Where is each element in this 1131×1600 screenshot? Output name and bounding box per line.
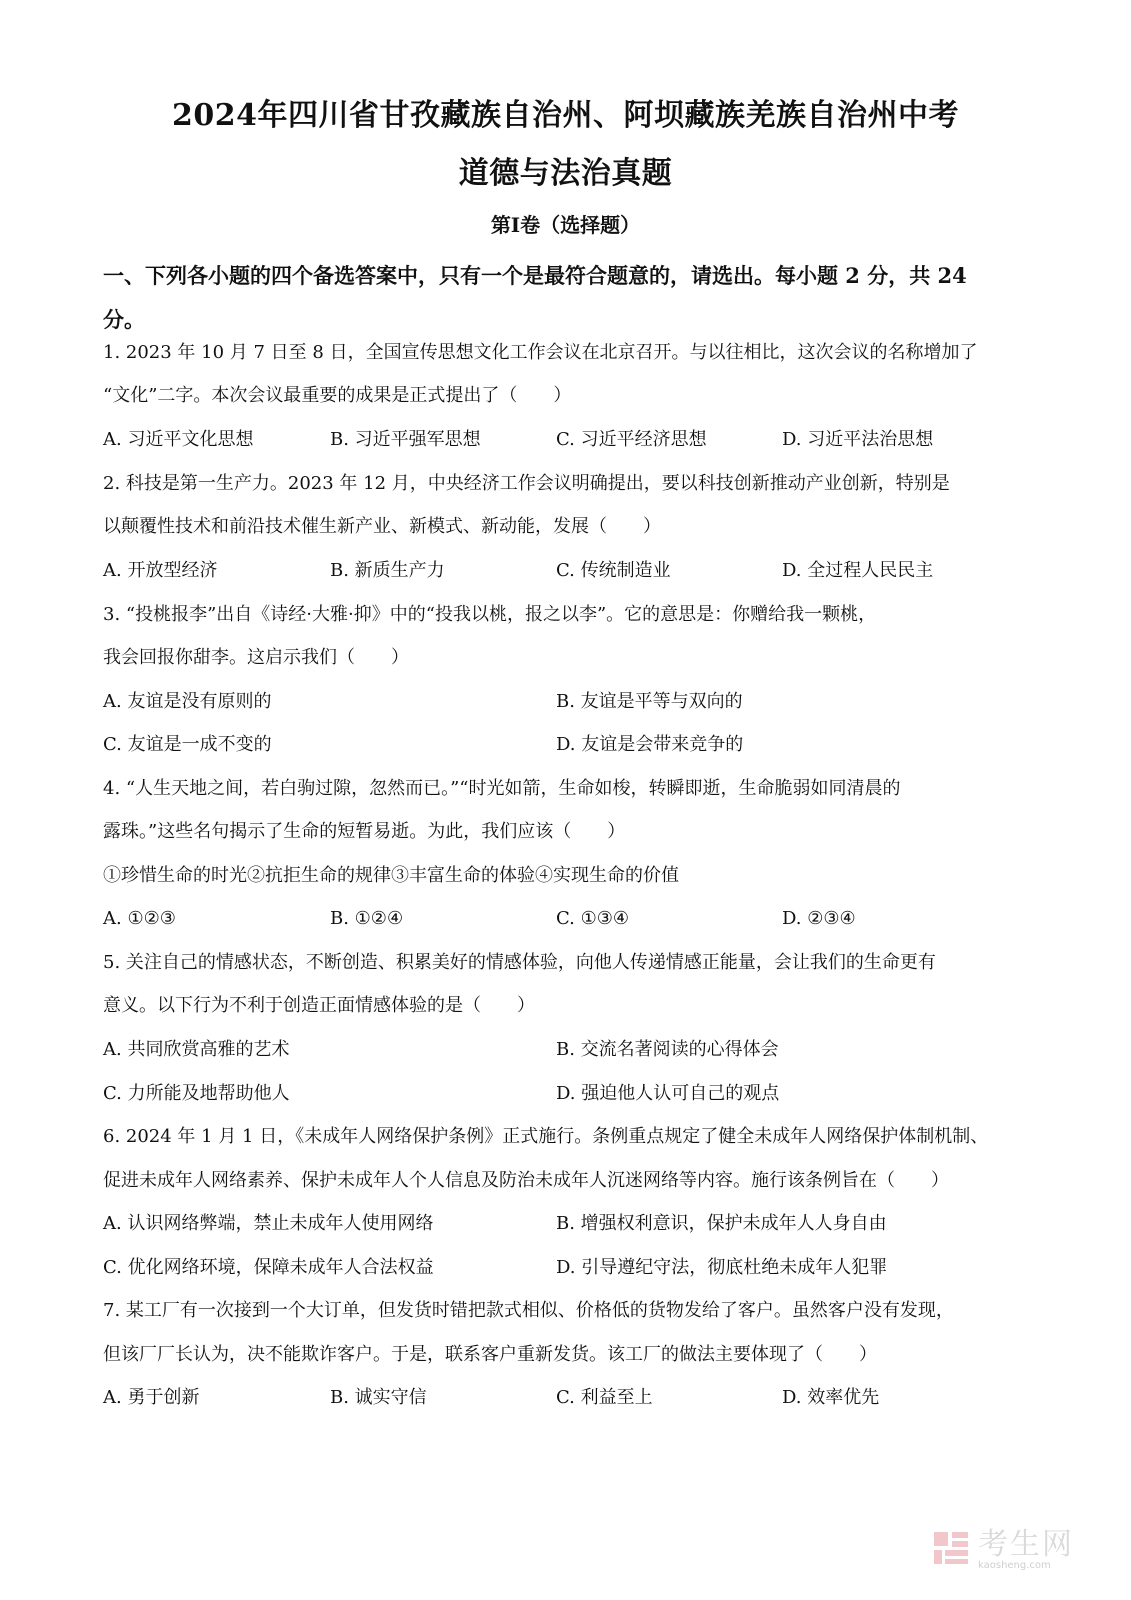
question-3-option-c: C. 友谊是一成不变的: [103, 734, 272, 755]
question-4-statements: ①珍惜生命的时光②抗拒生命的规律③丰富生命的体验④实现生命的价值: [103, 865, 679, 886]
watermark-text: 考生网: [978, 1527, 1074, 1562]
volume-heading: 第Ⅰ卷（选择题）: [490, 213, 641, 237]
question-5-option-a: A. 共同欣赏高雅的艺术: [103, 1039, 290, 1060]
question-3-stem-line2: 我会回报你甜李。这启示我们（ ）: [103, 647, 409, 668]
section-instructions-line1: 一、下列各小题的四个备选答案中，只有一个是最符合题意的，请选出。每小题 2 分，共 24: [103, 263, 967, 288]
question-6-stem-line2: 促进未成年人网络素养、保护未成年人个人信息及防治未成年人沉迷网络等内容。施行该条例旨在（ ）: [103, 1170, 949, 1191]
question-2-stem-line1: 2. 科技是第一生产力。2023 年 12 月，中央经济工作会议明确提出，要以科技创新推动产业创新，特别是: [103, 473, 950, 494]
watermark-url: kaosheng.com: [978, 1560, 1051, 1571]
question-1-option-c: C. 习近平经济思想: [556, 429, 707, 450]
question-2-option-b: B. 新质生产力: [330, 560, 445, 581]
question-2-option-d: D. 全过程人民民主: [782, 560, 934, 581]
question-1-option-b: B. 习近平强军思想: [330, 429, 481, 450]
question-7-stem-line1: 7. 某工厂有一次接到一个大订单，但发货时错把款式相似、价格低的货物发给了客户。虽然客户没有发现，: [103, 1300, 954, 1321]
question-1-option-a: A. 习近平文化思想: [103, 429, 254, 450]
section-instructions-line2: 分。: [103, 307, 145, 332]
question-5-option-b: B. 交流名著阅读的心得体会: [556, 1039, 779, 1060]
question-6-option-c: C. 优化网络环境，保障未成年人合法权益: [103, 1257, 434, 1278]
question-7-option-a: A. 勇于创新: [103, 1387, 200, 1408]
question-3-option-a: A. 友谊是没有原则的: [103, 691, 272, 712]
question-6-stem-line1: 6. 2024 年 1 月 1 日，《未成年人网络保护条例》正式施行。条例重点规定了健全未成年人网络保护体制机制、: [103, 1126, 989, 1147]
question-7-stem-line2: 但该厂厂长认为，决不能欺诈客户。于是，联系客户重新发货。该工厂的做法主要体现了（ ）: [103, 1344, 877, 1365]
question-4-option-b: B. ①②④: [330, 908, 404, 929]
question-6-option-a: A. 认识网络弊端，禁止未成年人使用网络: [103, 1213, 434, 1234]
question-6-option-d: D. 引导遵纪守法，彻底杜绝未成年人犯罪: [556, 1257, 888, 1278]
question-7-option-b: B. 诚实守信: [330, 1387, 427, 1408]
question-4-stem-line2: 露珠。”这些名句揭示了生命的短暂易逝。为此，我们应该（ ）: [103, 821, 626, 842]
question-7-option-d: D. 效率优先: [782, 1387, 880, 1408]
kaosheng-logo-icon: [932, 1528, 972, 1568]
question-5-option-c: C. 力所能及地帮助他人: [103, 1083, 290, 1104]
question-5-stem-line1: 5. 关注自己的情感状态，不断创造、积累美好的情感体验，向他人传递情感正能量，会让我们的生命更有: [103, 952, 936, 973]
question-4-option-c: C. ①③④: [556, 908, 629, 929]
question-1-stem-line2: “文化”二字。本次会议最重要的成果是正式提出了（ ）: [103, 385, 572, 406]
question-4-option-d: D. ②③④: [782, 908, 856, 929]
question-4-option-a: A. ①②③: [103, 908, 176, 929]
question-5-option-d: D. 强迫他人认可自己的观点: [556, 1083, 780, 1104]
exam-title-line2: 道德与法治真题: [458, 156, 673, 191]
question-2-option-a: A. 开放型经济: [103, 560, 218, 581]
question-3-stem-line1: 3. “投桃报李”出自《诗经·大雅·抑》中的“投我以桃，报之以李”。它的意思是：你赠给我一颗桃，: [103, 604, 877, 625]
question-7-option-c: C. 利益至上: [556, 1387, 653, 1408]
question-4-stem-line1: 4. “人生天地之间，若白驹过隙，忽然而已。”“时光如箭，生命如梭，转瞬即逝，生命脆弱如同清晨的: [103, 778, 901, 799]
question-1-stem-line1: 1. 2023 年 10 月 7 日至 8 日，全国宣传思想文化工作会议在北京召开。与以往相比，这次会议的名称增加了: [103, 342, 978, 363]
question-2-option-c: C. 传统制造业: [556, 560, 671, 581]
question-3-option-b: B. 友谊是平等与双向的: [556, 691, 743, 712]
question-5-stem-line2: 意义。以下行为不利于创造正面情感体验的是（ ）: [103, 995, 535, 1016]
exam-title-line1: 2024年四川省甘孜藏族自治州、阿坝藏族羌族自治州中考: [172, 98, 959, 133]
question-1-option-d: D. 习近平法治思想: [782, 429, 934, 450]
watermark-logo: [932, 1528, 1092, 1574]
question-2-stem-line2: 以颠覆性技术和前沿技术催生新产业、新模式、新动能，发展（ ）: [103, 516, 661, 537]
question-3-option-d: D. 友谊是会带来竞争的: [556, 734, 744, 755]
question-6-option-b: B. 增强权利意识，保护未成年人人身自由: [556, 1213, 887, 1234]
section-instructions: [103, 254, 1033, 342]
